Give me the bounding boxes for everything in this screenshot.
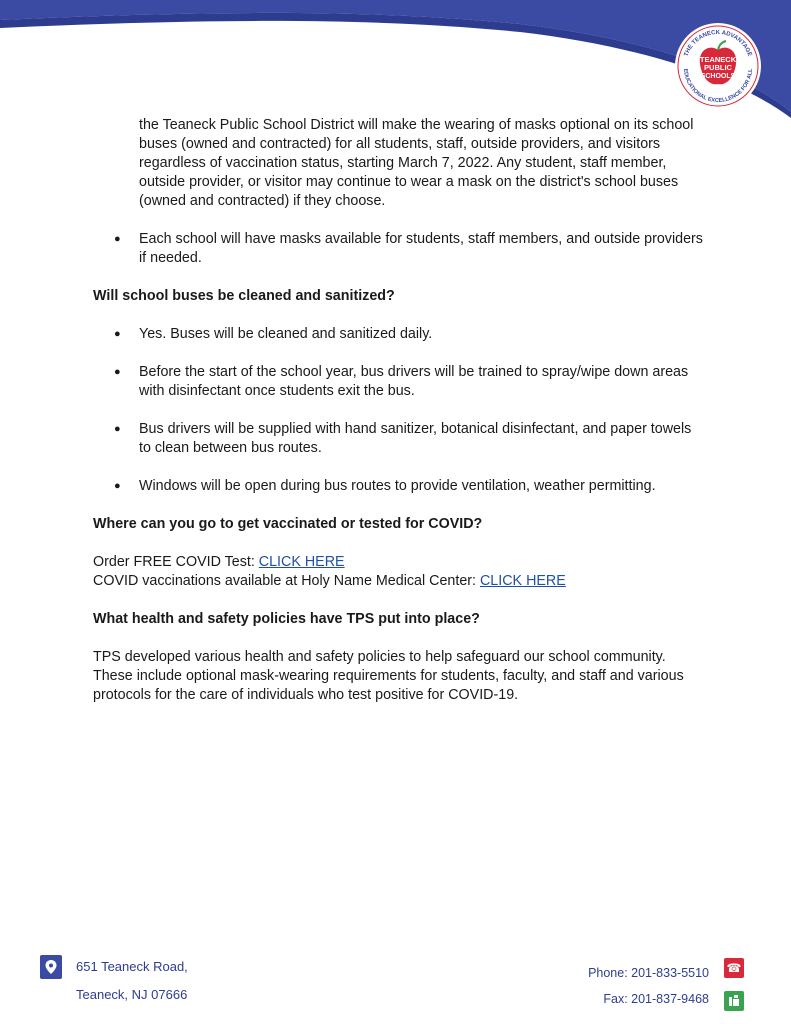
list-item: ● Yes. Buses will be cleaned and sanitized daily. xyxy=(93,325,703,344)
list-item: ● Bus drivers will be supplied with hand sanitizer, botanical disinfectant, and paper towels to clean between bus routes. xyxy=(93,420,703,458)
logo-ring-bottom: EDUCATIONAL EXCELLENCE FOR ALL xyxy=(681,68,755,105)
mask-policy-paragraph: the Teaneck Public School District will make the wearing of masks optional on its school buses (owned and contracted) for all students, staff, outside providers, and visitors regardless of vaccination status, starting March 7, 2022. Any student, staff member, outside provider, or visitor may continue to wear a mask on the district's school buses (owned and contracted) if they choose. xyxy=(139,117,694,209)
fax-number: Fax: 201-837-9468 xyxy=(603,992,709,1006)
vaccination-link[interactable]: CLICK HERE xyxy=(479,573,566,589)
phone-icon: ☎ xyxy=(724,958,744,978)
test-line xyxy=(93,553,703,572)
logo-line3: SCHOOLS xyxy=(700,73,736,80)
free-test-link[interactable]: CLICK HERE xyxy=(258,554,345,570)
phone-number: Phone: 201-833-5510 xyxy=(588,966,709,980)
mask-bullet-list xyxy=(93,230,703,268)
test-label: Order FREE COVID Test: xyxy=(93,554,259,570)
vaccine-label: COVID vaccinations available at Holy Name Medical Center: xyxy=(93,573,480,589)
list-item: ● Each school will have masks available for students, staff members, and outside providers if needed. xyxy=(93,230,703,268)
policies-paragraph: TPS developed various health and safety policies to help safeguard our school community. These include optional mask-wearing requirements for students, faculty, and staff and various protocols for the care of individuals who test positive for COVID-19. xyxy=(93,649,684,703)
vaccine-line xyxy=(93,572,703,591)
fax-icon xyxy=(724,991,744,1011)
address-line2: Teaneck, NJ 07666 xyxy=(76,987,188,1002)
question-vaccine: Where can you go to get vaccinated or tested for COVID? xyxy=(93,516,483,532)
question-policies: What health and safety policies have TPS put into place? xyxy=(93,611,480,627)
list-item: ● Before the start of the school year, bus drivers will be trained to spray/wipe down areas with disinfectant once students exit the bus. xyxy=(93,363,703,401)
logo-ring-top: THE TEANECK ADVANTAGE xyxy=(683,29,753,58)
logo-line2: PUBLIC xyxy=(704,63,732,72)
list-item: ● Windows will be open during bus routes to provide ventilation, weather permitting. xyxy=(93,477,703,496)
address-line1: 651 Teaneck Road, xyxy=(76,959,188,974)
logo-line1: TEANECK xyxy=(699,55,737,64)
location-pin-icon xyxy=(40,955,62,979)
header-wave xyxy=(0,0,791,120)
question-buses: Will school buses be cleaned and sanitized? xyxy=(93,288,395,304)
document-body xyxy=(93,116,703,705)
teaneck-schools-logo xyxy=(674,22,762,110)
bus-bullet-list xyxy=(93,325,703,496)
